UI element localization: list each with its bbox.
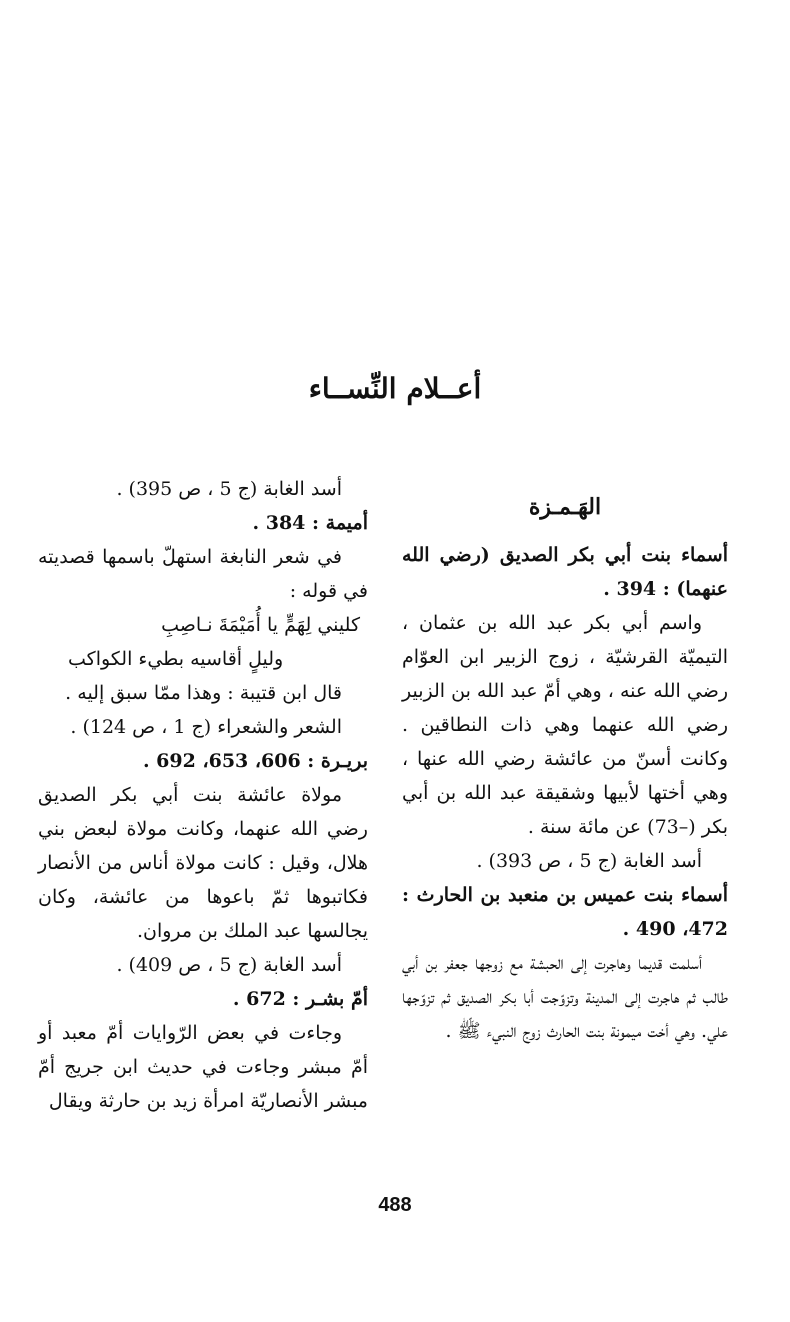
entry-heading-barira: بريـرة : 606، 653، 692 . [142, 750, 368, 772]
citation: أسد الغابة (ج 5 ، ص 395) . [116, 478, 342, 500]
section-heading: الهَـمـزة [528, 494, 602, 520]
right-column [402, 490, 728, 1048]
citation: أسد الغابة (ج 5 ، ص 393) . [476, 850, 702, 872]
left-column [38, 472, 368, 1118]
page-title: أعــلام النِّســاء [308, 372, 482, 405]
verse-hemistich-2: وليلٍ أقاسيه بطيء الكواكب [68, 648, 284, 670]
entry-heading-asma-bint-umays: أسماء بنت عميس بن منعبد بن الحارث : 472، 490 . [402, 884, 728, 940]
citation: الشعر والشعراء (ج 1 ، ص 124) . [70, 716, 342, 738]
citation: أسد الغابة (ج 5 ، ص 409) . [116, 954, 342, 976]
verse-hemistich-1: كليني لِهَمٍّ يا أُمَيْمَةَ نـاصِبِ [161, 614, 360, 636]
entry-body: واسم أبي بكر عبد الله بن عثمان ، التيميّة القرشيّة ، زوج الزبير ابن العوّام رضي الله عنه ، وهي أمّ عبد الله بن الزبير رضي الله عنهما وهي ذات النطاقين . وكانت أسنّ من عائشة رضي الله عنها ، وهي أختها لأبيها وشقيقة عبد الله بن أبي بكر (–73) عن مائة سنة . [402, 612, 728, 838]
page-number: 488 [378, 1194, 412, 1216]
entry-body: مولاة عائشة بنت أبي بكر الصديق رضي الله عنهما، وكانت مولاة لبعض بني هلال، وقيل : كانت مولاة أناس من الأنصار فكاتبوها ثمّ باعوها من عائشة، وكان يجالسها عبد الملك بن مروان. [38, 784, 368, 942]
entry-body: في شعر النابغة استهلّ باسمها قصديته في قوله : [38, 546, 368, 602]
entry-body: أسلمت قديما وهاجرت إلى الحبشة مع زوجها جعفر بن أبي طالب ثم هاجرت إلى المدينة وتزوّجت أبا بكر الصديق ثم تزوّجها علي. وهي أخت ميمونة بنت الحارث زوج النبيء ﷺ . [402, 952, 728, 1042]
entry-heading-umm-bishr: أمّ بشـر : 672 . [232, 988, 368, 1010]
entry-heading-asma-bint-abi-bakr: أسماء بنت أبي بكر الصديق (رضي الله عنهما) : 394 . [402, 544, 728, 600]
entry-body: وجاءت في بعض الرّوايات أمّ معبد أو أمّ مبشر وجاءت في حديث ابن جريج أمّ مبشر الأنصاريّة امرأة زيد بن حارثة ويقال [38, 1022, 368, 1112]
entry-heading-umayma: أميمة : 384 . [252, 512, 368, 534]
citation: قال ابن قتيبة : وهذا ممّا سبق إليه . [65, 682, 342, 704]
